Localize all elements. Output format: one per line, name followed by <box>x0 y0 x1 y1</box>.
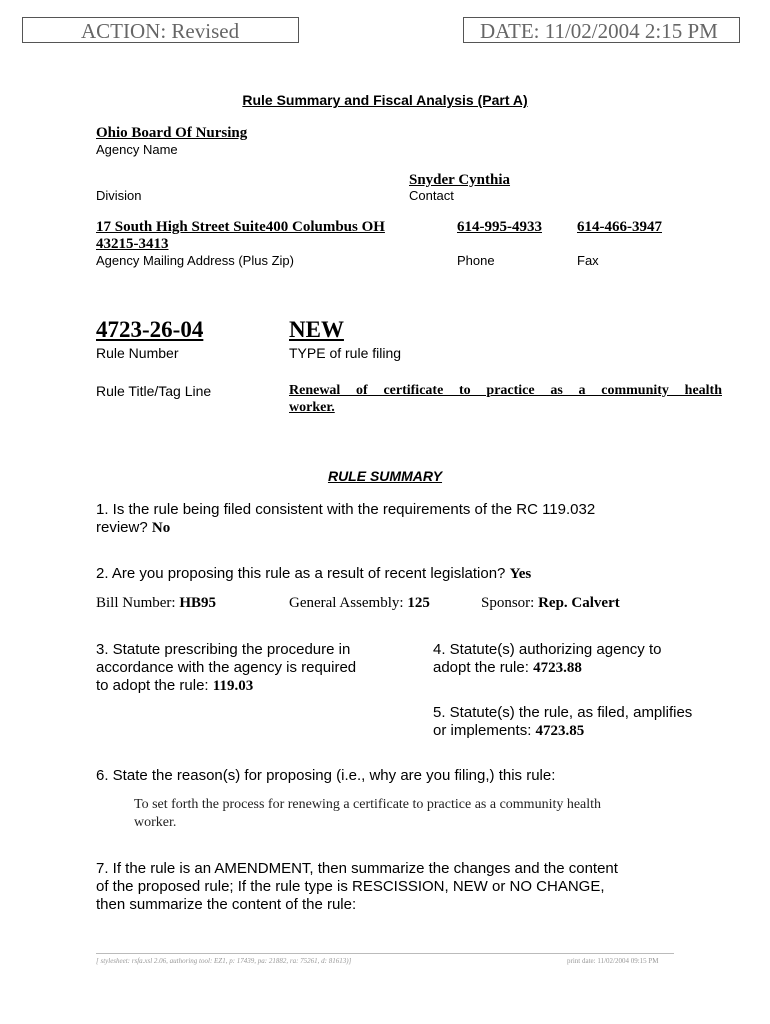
fax-number: 614-466-3947 <box>577 219 662 235</box>
rule-title-label: Rule Title/Tag Line <box>96 383 212 399</box>
sponsor-value: Rep. Calvert <box>538 595 620 611</box>
fax-label: Fax <box>577 253 599 268</box>
page-title: Rule Summary and Fiscal Analysis (Part A) <box>242 92 528 108</box>
action-text: ACTION: Revised <box>81 19 240 43</box>
footer-divider <box>96 953 674 954</box>
division-label: Division <box>96 188 142 203</box>
phone-number: 614-995-4933 <box>457 219 542 235</box>
general-assembly-label: General Assembly: <box>289 595 404 611</box>
address-line2: 43215-3413 <box>96 236 169 252</box>
question-2-text: 2. Are you proposing this rule as a result of recent legislation? <box>96 565 506 582</box>
date-text: DATE: 11/02/2004 2:15 PM <box>480 19 718 43</box>
rule-title-line2: worker. <box>289 400 335 415</box>
agency-name: Ohio Board Of Nursing <box>96 125 248 141</box>
question-4-line2 <box>433 659 582 677</box>
general-assembly <box>289 595 430 612</box>
address-label: Agency Mailing Address (Plus Zip) <box>96 253 294 268</box>
date-box <box>463 17 740 43</box>
general-assembly-value: 125 <box>407 595 430 611</box>
question-5-text: or implements: <box>433 722 532 739</box>
question-1-answer: No <box>151 520 171 536</box>
question-6-answer-line2: worker. <box>134 815 177 830</box>
question-6-answer-line1: To set forth the process for renewing a certificate to practice as a community health <box>134 797 602 812</box>
question-1-text: review? <box>96 519 148 536</box>
question-1-line1: 1. Is the rule being filed consistent with the requirements of the RC 119.032 <box>96 501 596 518</box>
rule-type: NEW <box>289 317 344 342</box>
question-1-line2 <box>96 519 170 537</box>
question-5-line1: 5. Statute(s) the rule, as filed, amplifies <box>433 704 693 721</box>
action-box <box>22 17 299 43</box>
contact-name: Snyder Cynthia <box>409 172 511 188</box>
question-5-answer: 4723.85 <box>535 723 585 739</box>
question-3-line2: accordance with the agency is required <box>96 659 357 676</box>
question-2-answer: Yes <box>509 566 532 582</box>
rule-title-line1: Renewal of certificate to practice as a community health <box>289 383 722 398</box>
question-7-line2: of the proposed rule; If the rule type is RESCISSION, NEW or NO CHANGE, <box>96 878 605 895</box>
question-3-answer: 119.03 <box>212 678 254 694</box>
question-4-line1: 4. Statute(s) authorizing agency to <box>433 641 662 658</box>
question-7-line3: then summarize the content of the rule: <box>96 896 357 913</box>
rule-type-label: TYPE of rule filing <box>289 345 402 361</box>
question-5-line2 <box>433 722 584 740</box>
rule-summary-heading: RULE SUMMARY <box>327 468 443 484</box>
sponsor-label: Sponsor: <box>481 595 535 611</box>
question-7-line1: 7. If the rule is an AMENDMENT, then summarize the changes and the content <box>96 860 618 877</box>
rule-number: 4723-26-04 <box>96 317 204 342</box>
question-2 <box>96 565 531 583</box>
question-3-line3 <box>96 677 253 695</box>
footer-print-date: print date: 11/02/2004 09:15 PM <box>567 957 659 965</box>
bill-number-label: Bill Number: <box>96 595 176 611</box>
address-line1: 17 South High Street Suite400 Columbus OH <box>96 219 385 235</box>
bill-number <box>96 595 216 612</box>
sponsor <box>481 595 620 612</box>
bill-number-value: HB95 <box>179 595 217 611</box>
rule-number-label: Rule Number <box>96 345 179 361</box>
agency-name-label: Agency Name <box>96 142 178 157</box>
phone-label: Phone <box>457 253 495 268</box>
question-4-answer: 4723.88 <box>533 660 582 676</box>
question-3-text: to adopt the rule: <box>96 677 209 694</box>
contact-label: Contact <box>409 188 454 203</box>
question-4-text: adopt the rule: <box>433 659 529 676</box>
footer-stylesheet-info: [ stylesheet: rsfa.xsl 2.06, authoring tool: EZ1, p: 17439, pa: 21882, ra: 75261, d: 81613)] <box>96 957 352 965</box>
question-6: 6. State the reason(s) for proposing (i.e., why are you filing,) this rule: <box>96 767 556 784</box>
question-3-line1: 3. Statute prescribing the procedure in <box>96 641 351 658</box>
